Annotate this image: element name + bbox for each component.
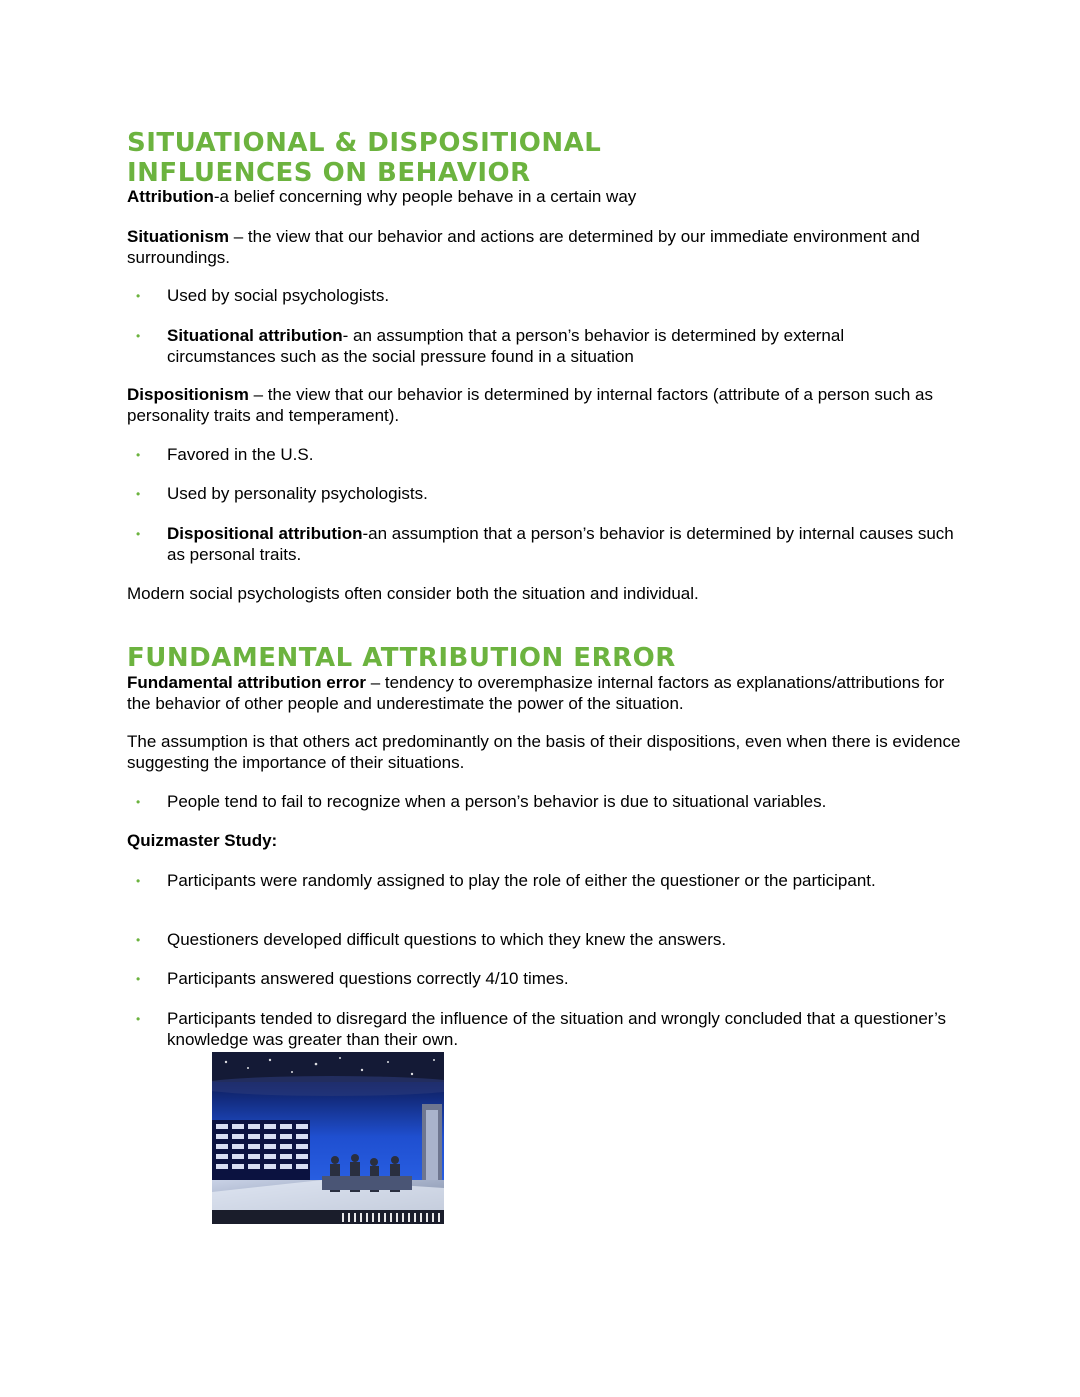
bullet-text: People tend to fail to recognize when a person’s behavior is due to situational variables. (167, 792, 827, 811)
title-line-2: INFLUENCES ON BEHAVIOR (127, 158, 531, 188)
fae-term: Fundamental attribution error (127, 673, 366, 692)
section-title-fae: FUNDAMENTAL ATTRIBUTION ERROR (127, 643, 676, 673)
attribution-definition (127, 187, 967, 208)
bullet-text: Questioners developed difficult questions to which they knew the answers. (167, 930, 727, 949)
bullet-text: Used by social psychologists. (167, 286, 390, 305)
dispositional-attribution-term: Dispositional attribution (167, 524, 363, 543)
bullet-text: Favored in the U.S. (167, 445, 314, 464)
bullet-dot: • (136, 795, 141, 809)
bullet-dot: • (136, 933, 141, 947)
bullet-text: Used by personality psychologists. (167, 484, 428, 503)
situationism-definition (127, 227, 967, 268)
section-title-situational (127, 128, 601, 188)
bullet-dot: • (136, 448, 141, 462)
quiz-show-stage-photo (212, 1052, 444, 1224)
bullet-dot: • (136, 972, 141, 986)
bullet-dot: • (136, 487, 141, 501)
fae-definition (127, 673, 967, 714)
fae-def: – tendency to overemphasize internal factors as explanations/attributions for the behavior of other people and underestimate the power of the situation. (127, 673, 945, 713)
situational-attribution-term: Situational attribution (167, 326, 343, 345)
situationism-def: – the view that our behavior and actions are determined by our immediate environment and surroundings. (127, 227, 920, 267)
assumption-paragraph: The assumption is that others act predominantly on the basis of their dispositions, even when there is evidence suggesting the importance of their situations. (127, 732, 961, 772)
bullet-dot: • (136, 1012, 141, 1026)
bullet-text: Situational attribution- an assumption that a person’s behavior is determined by external circumstances such as the social pressure found in a situation (167, 326, 845, 366)
bullet-dot: • (136, 527, 141, 541)
bullet-text: Dispositional attribution-an assumption that a person’s behavior is determined by internal causes such as personal traits. (167, 524, 954, 564)
modern-note: Modern social psychologists often consider both the situation and individual. (127, 584, 699, 603)
bullet-dot: • (136, 289, 141, 303)
quiz-heading: Quizmaster Study: (127, 831, 278, 850)
dispositionism-def: – the view that our behavior is determined by internal factors (attribute of a person such as personality traits and temperament). (127, 385, 934, 425)
bullet-text: Participants tended to disregard the influence of the situation and wrongly concluded that a questioner’s knowledge was greater than their own. (167, 1009, 947, 1049)
attribution-term: Attribution (127, 187, 214, 206)
title-line-1: SITUATIONAL & DISPOSITIONAL (127, 128, 602, 158)
bullet-dot: • (136, 329, 141, 343)
dispositionism-definition (127, 385, 967, 426)
bullet-text: Participants were randomly assigned to play the role of either the questioner or the participant. (167, 871, 876, 890)
bullet-dot: • (136, 874, 141, 888)
bullet-text: Participants answered questions correctly 4/10 times. (167, 969, 569, 988)
dispositionism-term: Dispositionism (127, 385, 249, 404)
situationism-term: Situationism (127, 227, 230, 246)
attribution-def: -a belief concerning why people behave in a certain way (213, 187, 637, 206)
